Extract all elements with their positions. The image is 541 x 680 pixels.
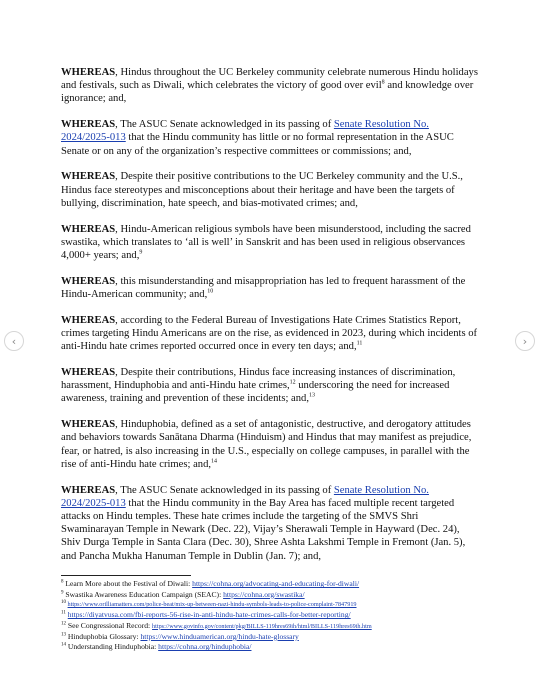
senate-resolution-link[interactable]: Senate Resolution No. 2024/2025-013 bbox=[61, 119, 429, 144]
whereas-clause: WHEREAS, Hindus throughout the UC Berkeley community celebrate numerous Hindu holidays and festivals, such as Diwali, which celebrates the victory of good over evil$^8$ and knowledge over ignorance; and, bbox=[61, 67, 478, 105]
footnote-ref: 8 bbox=[381, 79, 385, 86]
footnote-link[interactable]: https://diyatvusa.com/fbi-reports-56-rise-in-anti-hindu-hate-crimes-calls-for-better-reporting/ bbox=[67, 610, 351, 620]
whereas-lead: WHEREAS bbox=[61, 314, 116, 326]
footnote: $^8$ Learn More about the Festival of Diwali: https://cohna.org/advocating-and-educating-for-diwali/ bbox=[61, 579, 360, 589]
senate-resolution-link[interactable]: Senate Resolution No. 2024/2025-013 bbox=[61, 484, 429, 509]
whereas-clause: WHEREAS, according to the Federal Bureau of Investigations Hate Crimes Statistics Report, crimes targeting Hindu Americans are on the rise, as evidenced in 2023, during which incidents of anti-Hindu hate crimes reported occurred once in every ten days; and,$^{11}$ bbox=[61, 314, 478, 353]
whereas-clause: WHEREAS, Despite their contributions, Hindus face increasing instances of discrimination, harassment, Hinduphobia and anti-Hindu hate crimes,$^{12}$ underscoring the need for increased awareness, training and prevention of these incidents; and,$^{13}$ bbox=[61, 367, 456, 405]
footnote-link[interactable]: https://cohna.org/swastika/ bbox=[223, 589, 305, 599]
whereas-lead: WHEREAS bbox=[61, 367, 116, 379]
whereas-lead: WHEREAS bbox=[61, 67, 116, 78]
footnote-divider bbox=[61, 575, 191, 576]
whereas-clause: WHEREAS, The ASUC Senate acknowledged in its passing of Senate Resolution No. 2024/2025-013 that the Hindu community has little or no formal representation in the ASUC Senate or on any of the organization’s respective committees or commissions; and, bbox=[61, 119, 454, 157]
footnote-link[interactable]: https://www.orilliamatters.com/police-beat/mix-up-between-nazi-hindu-symbols-leads-to-police-complaint-7847919 bbox=[67, 601, 357, 609]
footnote: $^{11}$ https://diyatvusa.com/fbi-reports-56-rise-in-anti-hindu-hate-crimes-calls-for-better-reporting/ bbox=[61, 610, 351, 620]
footnote: $^9$ Swastika Awareness Education Campaign (SEAC): https://cohna.org/swastika/ bbox=[61, 589, 305, 599]
chevron-left-icon: ‹ bbox=[11, 334, 17, 348]
whereas-lead: WHEREAS bbox=[61, 275, 116, 287]
previous-page-button[interactable] bbox=[4, 331, 24, 351]
footnote-link[interactable]: https://cohna.org/advocating-and-educating-for-diwali/ bbox=[192, 579, 360, 589]
whereas-lead: WHEREAS bbox=[61, 223, 116, 235]
whereas-clause: WHEREAS, Hinduphobia, defined as a set of antagonistic, destructive, and derogatory attitudes and behaviors towards Sanātana Dharma (Hinduism) and Hindus that may manifest as prejudice, fear, or hatred, is also increasing in the U.S., especially on college campuses, in parallel with the rise of anti-Hindu hate crimes; and,$^{14}$ bbox=[61, 419, 472, 470]
footnote: $^{10}$ https://www.orilliamatters.com/police-beat/mix-up-between-nazi-hindu-symbols-leads-to-police-complaint-7847919 bbox=[61, 599, 357, 609]
whereas-clause: WHEREAS, Hindu-American religious symbols have been misunderstood, including the sacred swastika, which translates to ‘all is well’ in Sanskrit and has been used in religious observances 4,000+ years; and,$^9$ bbox=[61, 223, 471, 262]
footnote: $^{14}$ Understanding Hinduphobia: https://cohna.org/hinduphobia/ bbox=[61, 642, 252, 652]
whereas-lead: WHEREAS bbox=[61, 119, 116, 131]
whereas-lead: WHEREAS bbox=[61, 484, 116, 496]
footnote: $^{12}$ See Congressional Record: https://www.govinfo.gov/content/pkg/BILLS-119hres69ih/html/BILLS-119hres69ih.htm bbox=[61, 620, 372, 630]
whereas-clause: WHEREAS, Despite their positive contributions to the UC Berkeley community and the U.S., Hindus face stereotypes and misconceptions about their heritage and have been the targets of bullying, discrimination, hate speech, and bias-motivated crimes; and, bbox=[61, 171, 463, 209]
footnote-ref: 14 bbox=[211, 458, 218, 465]
footnote-ref: 13 bbox=[309, 392, 315, 399]
footnote-ref: 10 bbox=[207, 288, 214, 295]
footnote-ref: 9 bbox=[139, 249, 143, 256]
footnote-ref: 11 bbox=[356, 340, 363, 347]
resolution-body bbox=[61, 66, 479, 653]
footnote: $^{13}$ Hinduphobia Glossary: https://www.hinduamerican.org/hindu-hate-glossary bbox=[61, 631, 299, 641]
whereas-lead: WHEREAS bbox=[61, 171, 116, 183]
whereas-clause: WHEREAS, The ASUC Senate acknowledged in its passing of Senate Resolution No. 2024/2025-013 that the Hindu community in the Bay Area has faced multiple recent targeted attacks on Hindu temples. These hate crimes include the targeting of the SMVS Shri Swaminarayan Temple in Newark (Dec. 22), Vijay’s Sherawali Temple in Hayward (Dec. 24), Shiv Durga Temple in Santa Clara (Dec. 30), Shree Ashta Lakshmi Temple in Fremont (Jan. 5), and Pancha Mukha Hanuman Temple in Dublin (Jan. 7); and, bbox=[61, 484, 466, 562]
whereas-clause: WHEREAS, this misunderstanding and misappropriation has led to frequent harassment of the Hindu-American community; and,$^{10}$ bbox=[61, 275, 466, 301]
footnote-ref: 12 bbox=[289, 379, 296, 386]
footnote-link[interactable]: https://cohna.org/hinduphobia/ bbox=[158, 642, 252, 652]
next-page-button[interactable] bbox=[515, 331, 535, 351]
whereas-lead: WHEREAS bbox=[61, 419, 116, 431]
footnote-link[interactable]: https://www.govinfo.gov/content/pkg/BILLS-119hres69ih/html/BILLS-119hres69ih.htm bbox=[152, 622, 372, 630]
footnote-link[interactable]: https://www.hinduamerican.org/hindu-hate-glossary bbox=[140, 631, 299, 641]
chevron-right-icon: › bbox=[522, 334, 528, 348]
